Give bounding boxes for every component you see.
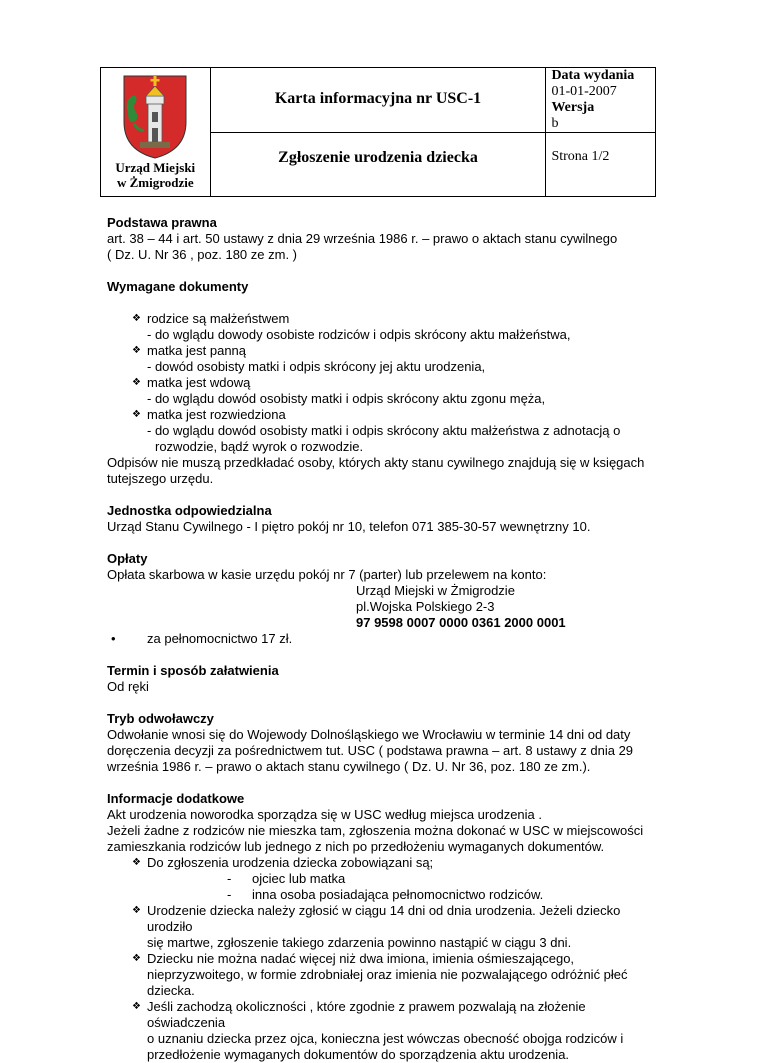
list-item: - ojciec lub matka	[107, 871, 667, 887]
required-documents-list	[107, 311, 667, 455]
version-value: b	[551, 116, 559, 131]
legal-basis-line1: art. 38 – 44 i art. 50 ustawy z dnia 29 września 1986 r. – prawo o aktach stanu cywilnego	[107, 231, 618, 246]
list-item: ❖ Dziecku nie można nadać więcej niż dwa imiona, imienia ośmieszającego, nieprzyzwoitego, w formie zdrobniałej oraz imienia nie pozwalającego odróżnić płeć dziecka.	[107, 951, 667, 999]
responsible-unit-text: Urząd Stanu Cywilnego - I piętro pokój nr 10, telefon 071 385-30-57 wewnętrzny 10.	[107, 519, 591, 534]
list-item: - inna osoba posiadająca pełnomocnictwo rodziców.	[107, 887, 667, 903]
list-item: ❖ matka jest wdową	[107, 375, 667, 391]
header-table	[100, 67, 656, 197]
list-item: ❖ Do zgłoszenia urodzenia dziecka zobowiązani są;	[107, 855, 667, 871]
fees-text: Opłata skarbowa w kasie urzędu pokój nr 7 (parter) lub przelewem na konto:	[107, 567, 547, 582]
info-list-2	[107, 903, 667, 1063]
page-number: Strona 1/2	[551, 149, 610, 164]
date-label: Data wydania	[551, 68, 635, 83]
list-item: • za pełnomocnictwo 17 zł.	[107, 631, 667, 647]
appeal-line1: Odwołanie wnosi się do Wojewody Dolnośląskiego we Wrocławiu w terminie 14 dni od daty	[107, 727, 631, 742]
list-item: ❖ Jeśli zachodzą okoliczności , które zgodnie z prawem pozwalają na złożenie oświadczenia o uznaniu dziecka przez ojca, konieczna jest wówczas obecność obojga rodziców i przedłożenie wymaganych dokumentów do sporządzenia aktu urodzenia.	[107, 999, 667, 1063]
version-label: Wersja	[551, 100, 595, 115]
list-item: ❖ matka jest rozwiedziona	[107, 407, 667, 423]
documents-note-line2: tutejszego urzędu.	[107, 471, 214, 486]
legal-basis-heading: Podstawa prawna	[107, 215, 217, 230]
account-holder: Urząd Miejski w Żmigrodzie	[356, 583, 515, 598]
term-text: Od ręki	[107, 679, 149, 694]
info-line2: Jeżeli żadne z rodziców nie mieszka tam, zgłoszenia można dokonać w USC w miejscowości	[107, 823, 644, 838]
appeal-heading: Tryb odwoławczy	[107, 711, 214, 726]
logo-cell	[101, 68, 211, 197]
office-name-line1: Urząd Miejski	[115, 160, 196, 175]
office-name-line2: w Żmigrodzie	[116, 175, 194, 190]
term-heading: Termin i sposób załatwienia	[107, 663, 279, 678]
obligated-list	[107, 871, 667, 903]
appeal-line3: września 1986 r. – prawo o aktach stanu cywilnego ( Dz. U. Nr 36, poz. 180 ze zm.).	[107, 759, 591, 774]
appeal-line2: doręczenia decyzji za pośrednictwem tut. USC ( podstawa prawna – art. 8 ustawy z dnia 29	[107, 743, 634, 758]
responsible-unit-heading: Jednostka odpowiedzialna	[107, 503, 272, 518]
list-item-detail: rozwodzie, bądź wyrok o rozwodzie.	[155, 439, 364, 454]
info-line3: zamieszkania rodziców lub jednego z nich po przedłożeniu wymaganych dokumentów.	[107, 839, 605, 854]
list-item: ❖ Urodzenie dziecka należy zgłosić w ciągu 14 dni od dnia urodzenia. Jeżeli dziecko urodziło się martwe, zgłoszenie takiego zdarzenia powinno nastąpić w ciągu 3 dni.	[107, 903, 667, 951]
page-cell	[546, 133, 656, 197]
card-title-cell	[210, 68, 546, 133]
list-item-detail: - dowód osobisty matki i odpis skrócony jej aktu urodzenia,	[147, 359, 486, 374]
list-item-detail: - do wglądu dowody osobiste rodziców i odpis skrócony aktu małżeństwa,	[147, 327, 571, 342]
account-number: 97 9598 0007 0000 0361 2000 0001	[356, 615, 566, 630]
info-line1: Akt urodzenia noworodka sporządza się w USC według miejsca urodzenia .	[107, 807, 542, 822]
document-body	[107, 215, 667, 1063]
list-item: ❖ rodzice są małżeństwem	[107, 311, 667, 327]
date-value: 01-01-2007	[551, 84, 617, 99]
list-item-detail: - do wglądu dowód osobisty matki i odpis skrócony aktu zgonu męża,	[147, 391, 546, 406]
fees-heading: Opłaty	[107, 551, 148, 566]
fees-list	[107, 631, 667, 647]
info-list	[107, 855, 667, 871]
account-address: pl.Wojska Polskiego 2-3	[356, 599, 495, 614]
additional-info-heading: Informacje dodatkowe	[107, 791, 245, 806]
coat-of-arms-icon	[120, 72, 190, 160]
card-title: Karta informacyjna nr USC-1	[274, 90, 482, 107]
subject-cell	[210, 133, 546, 197]
list-item-detail: - do wglądu dowód osobisty matki i odpis skrócony aktu małżeństwa z adnotacją o	[147, 423, 621, 438]
subject-title: Zgłoszenie urodzenia dziecka	[278, 149, 478, 166]
legal-basis-line2: ( Dz. U. Nr 36 , poz. 180 ze zm. )	[107, 247, 297, 262]
meta-cell	[546, 68, 656, 133]
documents-note-line1: Odpisów nie muszą przedkładać osoby, których akty stanu cywilnego znajdują się w księgach	[107, 455, 645, 470]
list-item: ❖ matka jest panną	[107, 343, 667, 359]
required-documents-heading: Wymagane dokumenty	[107, 279, 249, 294]
